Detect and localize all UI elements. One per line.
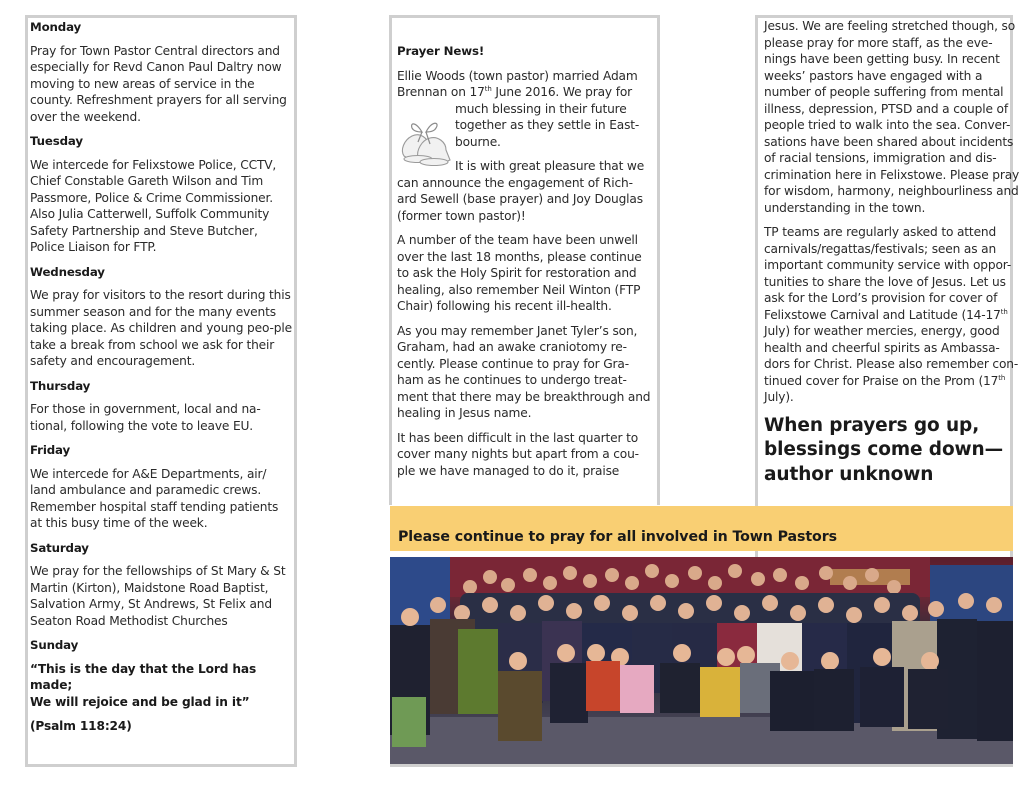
day-heading-monday: Monday bbox=[30, 20, 82, 34]
prayer-banner bbox=[390, 506, 1013, 551]
day-text-monday: Pray for Town Pastor Central directors and especially for Revd Canon Paul Daltry now moving to new areas of service in the county. Refreshment prayers for all serving over the weekend. bbox=[30, 43, 287, 124]
motto-quote bbox=[764, 414, 1020, 488]
group-photo bbox=[390, 557, 1013, 764]
day-text-friday: We intercede for A&E Departments, air/ land ambulance and paramedic crews. Remember hospital staff tending patients at this busy time of the week. bbox=[30, 466, 279, 530]
team-unwell-news: A number of the team have been unwell over the last 18 months, please continue to ask the Holy Spirit for restoration and healing, also remember Neil Winton (FTP Chair) following his recent ill-health. bbox=[397, 233, 642, 313]
motto-line-1: When prayers go up, bbox=[764, 414, 980, 436]
photo-frame-edge bbox=[390, 764, 1013, 767]
motto-line-2: blessings come down— bbox=[764, 439, 1004, 460]
wedding-text-3: much blessing in their future together as they settle in East-bourne. bbox=[455, 101, 640, 149]
scripture-line-1: “This is the day that the Lord has made; bbox=[30, 661, 257, 692]
wedding-text-2: June 2016. We pray for bbox=[491, 85, 632, 99]
scripture-reference: (Psalm 118:24) bbox=[30, 719, 132, 733]
events-text-1: TP teams are regularly asked to attend carnivals/regattas/festivals; seen as an important community service with oppor-tunities to share the love of Jesus. Let us ask for the Lord’s provision for cover of Felixstowe Carnival and Latitude (14-17 bbox=[764, 225, 1012, 322]
day-text-thursday: For those in government, local and na-tional, following the vote to leave EU. bbox=[30, 402, 261, 433]
coverage-news: It has been difficult in the last quarter to cover many nights but apart from a cou-ple we have managed to do it, praise bbox=[397, 430, 639, 478]
group-photo-illustration bbox=[390, 557, 1013, 764]
ordinal-suffix: th bbox=[998, 373, 1006, 382]
events-text-3: July). bbox=[764, 390, 794, 404]
day-heading-sunday: Sunday bbox=[30, 638, 79, 652]
events-text-2: July) for weather mercies, energy, good health and cheerful spirits as Ambassa-dors for Christ. Please also remember con-tinued cover for Praise on the Prom (17 bbox=[764, 324, 1019, 388]
prayer-news-content bbox=[397, 43, 651, 487]
engagement-news bbox=[397, 158, 651, 224]
graham-news: As you may remember Janet Tyler’s son, Graham, had an awake craniotomy re-cently. Please continue to pray for Gra-ham as he continues to undergo treat-ment that there may be breakthrough and healing in Jesus name. bbox=[397, 323, 651, 420]
banner-text: Please continue to pray for all involved in Town Pastors bbox=[398, 529, 837, 545]
staff-needs-news: Jesus. We are feeling stretched though, so please pray for more staff, as the eve-nings have been getting busy. In recent weeks’ pastors have engaged with a number of people suffering from mental illness, depression, PTSD and a couple of people tried to walk into the sea. Conver-sations have been shared about incidents of racial tensions, immigration and dis-crimination here in Felixstowe. Please pray for wisdom, harmony, neighbourliness and understanding in the town. bbox=[764, 19, 1020, 215]
continued-news-content bbox=[764, 18, 1020, 487]
sunday-scripture-quote bbox=[30, 661, 292, 711]
ordinal-suffix: th bbox=[1000, 307, 1008, 316]
weekly-prayer-list bbox=[30, 19, 292, 743]
day-heading-friday: Friday bbox=[30, 443, 70, 457]
engagement-lead: It is with great pleasure that we bbox=[455, 159, 645, 173]
day-heading-thursday: Thursday bbox=[30, 378, 91, 393]
day-heading-saturday: Saturday bbox=[30, 540, 89, 555]
wedding-text-1: Ellie Woods (town pastor) married Adam Brennan on 17 bbox=[397, 68, 638, 99]
day-text-wednesday: We pray for visitors to the resort during this summer season and for the many events taking place. As children and young peo-ple take a break from school we ask for their safety and encouragement. bbox=[30, 288, 292, 368]
day-text-tuesday: We intercede for Felixstowe Police, CCTV, Chief Constable Gareth Wilson and Tim Passmore, Police & Crime Commissioner. Also Julia Catterwell, Suffolk Community Safety Partnership and Steve Butcher, Police Liaison for FTP. bbox=[30, 157, 277, 254]
motto-attribution: author unknown bbox=[764, 463, 934, 485]
wedding-news bbox=[397, 68, 651, 151]
engagement-text: can announce the engagement of Rich-ard Sewell (base prayer) and Joy Douglas (former town pastor)! bbox=[397, 175, 643, 223]
scripture-line-2: We will rejoice and be glad in it” bbox=[30, 694, 250, 709]
day-text-saturday: We pray for the fellowships of St Mary & St Martin (Kirton), Maidstone Road Baptist, Salvation Army, St Andrews, St Felix and Seaton Road Methodist Churches bbox=[30, 564, 286, 628]
prayer-news-heading: Prayer News! bbox=[397, 44, 485, 58]
events-news bbox=[764, 224, 1020, 406]
day-heading-tuesday: Tuesday bbox=[30, 134, 83, 148]
day-heading-wednesday: Wednesday bbox=[30, 264, 105, 279]
ordinal-suffix: th bbox=[484, 85, 492, 93]
